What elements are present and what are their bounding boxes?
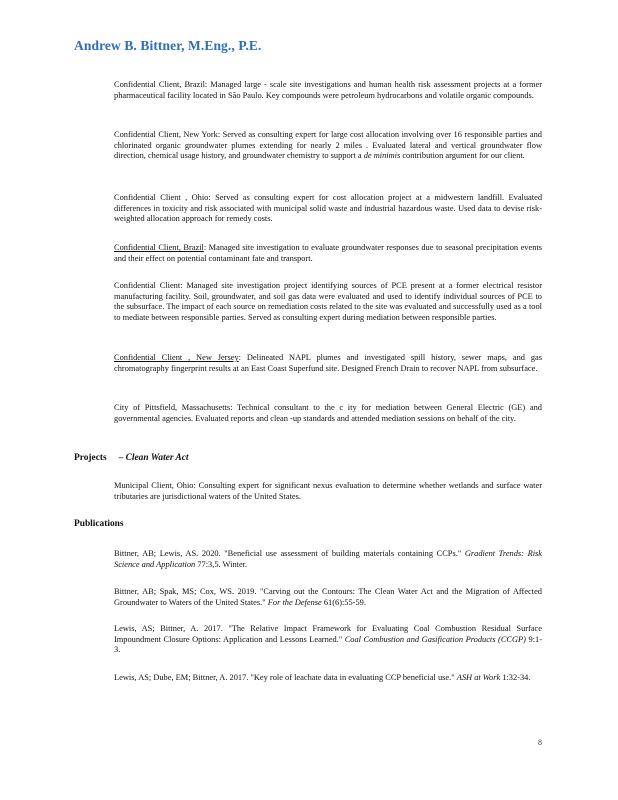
experience-pce [114,281,542,323]
client-name: Confidential Client, Brazil [114,243,204,252]
publication-journal: ASH at Work [456,673,501,682]
publication-citation: Lewis, AS; Dube, EM; Bittner, A. 2017. "Key role of leachate data in evaluating CCP beneficial use." [114,673,457,682]
client-name: Confidential Client , Ohio [114,193,209,202]
publication-item [114,624,542,656]
experience-text: : Served as consulting expert for large cost allocation involving over 16 responsible parties and chlorinated organic groundwater plumes extending for nearly 2 miles . Evaluated lateral and vertical groundwater flow direction, chemical usage history, and groundwater chemistry to support a [114,130,542,161]
page-number: 8 [538,738,542,747]
publication-volume: 77:3,5. Winter. [195,559,248,569]
publications-heading: Publications [74,519,124,529]
experience-text: : Managed site investigation to evaluate groundwater responses due to seasonal precipitation events and their effect on potential contaminant fate and transport. [114,243,542,263]
publication-journal: For the Defense [267,597,322,607]
publication-citation: Bittner, AB; Spak, MS; Cox, WS. 2019. "Carving out the Contours: The Clean Water Act and the Migration of Affected Groundwater to Waters of the United States." [114,587,542,607]
projects-heading [74,453,189,463]
header-name: Andrew B. Bittner, M.Eng., P.E. [74,38,262,53]
experience-text: : Served as consulting expert for cost allocation project at a midwestern landfill. Evaluated differences in toxicity and risk associated with municipal solid waste and industrial hazardous waste. Used data to devise risk-weighted allocation approach for remedy costs. [114,193,543,224]
publication-volume: 9:1-3. [114,634,542,655]
client-name: Confidential Client, Brazil [114,80,205,89]
publication-journal: Gradient Trends: Risk Science and Application [114,549,542,569]
experience-new-jersey [114,353,542,374]
experience-ohio [114,193,542,225]
publication-item [114,587,542,608]
client-name: Confidential Client , New Jersey [114,353,239,362]
client-name: Confidential Client, New York [114,130,218,139]
experience-text: : Managed site investigation project identifying sources of PCE present at a former electrical resistor manufacturing facility. Soil, groundwater, and soil gas data were evaluated and used to identify individual sources of PCE to the subsurface. The impact of each source on remediation costs related to the site was evaluated and successfully used as a tool to mediate between responsible parties. Served as consulting expert during mediation between responsible parties. [114,281,542,322]
project-municipal-ohio [114,481,542,502]
experience-text: : Delineated NAPL plumes and investigated spill history, sewer maps, and gas chromatography fingerprint results at an East Coast Superfund site. Designed French Drain to recover NAPL from subsurface. [114,353,542,373]
experience-new-york [114,130,542,162]
projects-title: Projects [74,453,107,463]
client-name: Municipal Client, Ohio [114,481,194,490]
experience-text: : Technical consultant to the c ity for mediation between General Electric (GE) and governmental agencies. Evaluated reports and clean -up standards and attended mediation sessions on behalf of the city. [114,403,542,423]
client-name: Confidential Client [114,281,181,290]
experience-brazil-1 [114,80,542,101]
publication-volume: 1:32-34. [500,673,531,682]
publication-citation: Lewis, AS; Bittner, A. 2017. "The Relative Impact Framework for Evaluating Coal Combustion Residual Surface Impoundment Closure Options: Application and Lessons Learned." [114,624,542,644]
publication-item [114,549,542,570]
experience-text: : Managed large - scale site investigations and human health risk assessment projects at a former pharmaceutical facility located in São Paulo. Key compounds were petroleum hydrocarbons and volatile organic compounds. [114,80,542,100]
project-text: : Consulting expert for significant nexus evaluation to determine whether wetlands and surface water tributaries are jurisdictional waters of the United States. [114,481,542,501]
italic-term: de minimis [363,151,401,161]
publication-journal: Coal Combustion and Gasification Products (CCGP) [344,634,526,644]
publication-item [114,673,542,684]
projects-subtitle: – Clean Water Act [118,453,189,463]
experience-pittsfield [114,403,542,424]
publication-volume: 61(6):55-59. [321,597,366,607]
experience-text: contribution argument for our client. [400,151,525,161]
publication-citation: Bittner, AB; Lewis, AS. 2020. "Beneficial use assessment of building materials containing CCPs." [114,549,465,558]
experience-brazil-2 [114,243,542,264]
client-name: City of Pittsfield, Massachusetts [114,403,231,412]
